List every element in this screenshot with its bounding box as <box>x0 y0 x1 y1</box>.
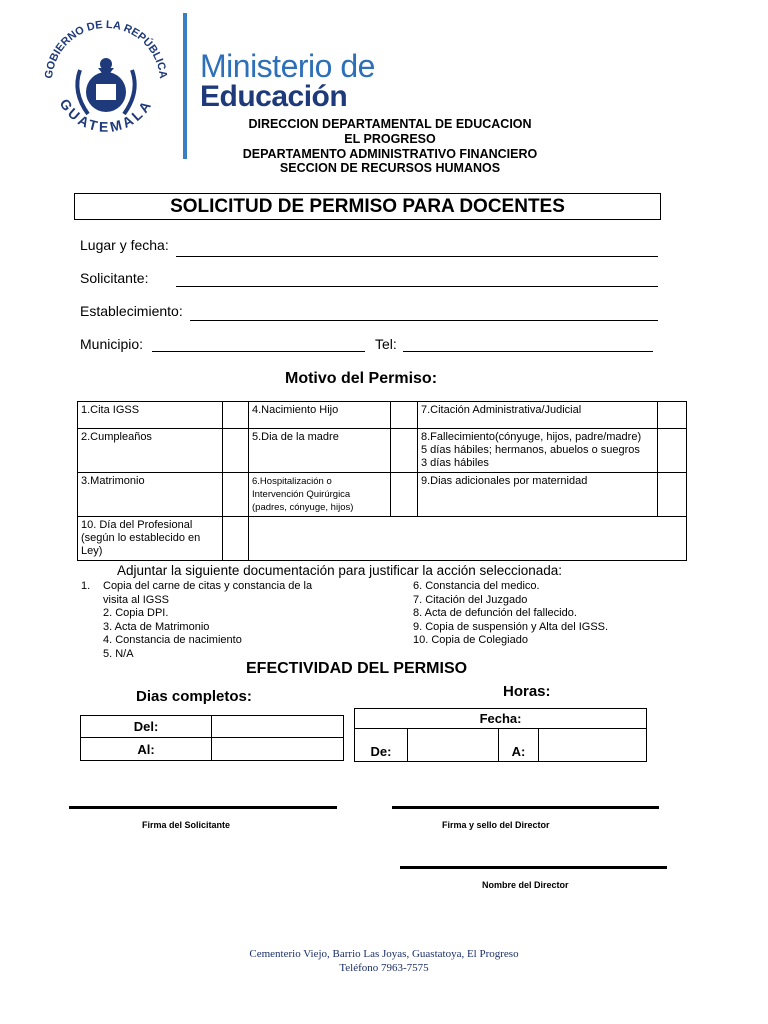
checkbox-3[interactable] <box>223 473 249 517</box>
firma-director-line[interactable] <box>392 806 659 809</box>
horas-label: Horas: <box>503 683 551 700</box>
del-input[interactable] <box>212 716 344 738</box>
a-label: A: <box>499 729 539 762</box>
efectividad-heading: EFECTIVIDAD DEL PERMISO <box>246 660 468 677</box>
docs-intro: Adjuntar la siguiente documentación para justificar la acción seleccionada: <box>117 563 563 578</box>
motivo-6-line1: 6.Hospitalización o <box>252 476 332 487</box>
seal-bottom-text: GUATEMALA <box>56 95 156 135</box>
motivo-6 <box>249 473 391 517</box>
checkbox-1[interactable] <box>223 402 249 429</box>
footer-address: Cementerio Viejo, Barrio Las Joyas, Guastatoya, El Progreso <box>249 948 519 960</box>
motivo-6-line2: Intervención Quirúrgica <box>252 489 351 500</box>
doc-1-number: 1. <box>81 580 91 592</box>
table-row <box>78 517 687 561</box>
footer-phone: Teléfono 7963-7575 <box>339 962 429 974</box>
firma-director-label: Firma y sello del Director <box>442 820 550 830</box>
ministry-line1: Ministerio de <box>200 48 375 84</box>
doc-9: 9. Copia de suspensión y Alta del IGSS. <box>413 621 609 633</box>
coat-of-arms-icon <box>77 58 134 114</box>
al-label: Al: <box>81 738 212 761</box>
doc-8: 8. Acta de defunción del fallecido. <box>413 607 577 619</box>
form-title: SOLICITUD DE PERMISO PARA DOCENTES <box>74 193 661 220</box>
motivo-8 <box>418 429 658 473</box>
doc-10: 10. Copia de Colegiado <box>413 634 528 646</box>
horas-table <box>354 708 647 762</box>
dias-completos-label: Dias completos: <box>136 688 252 705</box>
header-line-3: DEPARTAMENTO ADMINISTRATIVO FINANCIERO <box>242 147 538 161</box>
a-input[interactable] <box>539 729 647 762</box>
de-label: De: <box>355 729 408 762</box>
header-line-1: DIRECCION DEPARTAMENTAL DE EDUCACION <box>248 117 532 131</box>
motivo-4: 4.Nacimiento Hijo <box>249 402 391 429</box>
checkbox-8[interactable] <box>658 429 687 473</box>
motivo-10 <box>78 517 223 561</box>
del-label: Del: <box>81 716 212 738</box>
motivo-1: 1.Cita IGSS <box>78 402 223 429</box>
motivo-2: 2.Cumpleaños <box>78 429 223 473</box>
table-row <box>355 709 647 729</box>
firma-solicitante-line[interactable] <box>69 806 337 809</box>
doc-1-line2: visita al IGSS <box>103 594 170 606</box>
seal-top-text: GOBIERNO DE LA REPÚBLICA <box>43 18 169 80</box>
al-input[interactable] <box>212 738 344 761</box>
de-input[interactable] <box>408 729 499 762</box>
ministry-line2: Educación <box>200 80 348 113</box>
tel-label: Tel: <box>375 336 397 352</box>
header-line-4: SECCION DE RECURSOS HUMANOS <box>279 161 501 175</box>
establecimiento-line[interactable] <box>190 320 658 321</box>
solicitante-line[interactable] <box>176 286 658 287</box>
guatemala-seal <box>36 12 176 152</box>
header-line-2: EL PROGRESO <box>344 132 436 146</box>
checkbox-9[interactable] <box>658 473 687 517</box>
empty-cell <box>249 517 687 561</box>
doc-4: 4. Constancia de nacimiento <box>103 634 242 646</box>
motivo-5: 5.Dia de la madre <box>249 429 391 473</box>
lugar-line[interactable] <box>176 256 658 257</box>
motivo-8-line2: 5 días hábiles; hermanos, abuelos o suegros <box>421 444 640 456</box>
motivo-10-line1: 10. Día del Profesional <box>81 519 193 531</box>
table-row <box>355 729 647 762</box>
motivo-9: 9.Dias adicionales por maternidad <box>418 473 658 517</box>
checkbox-2[interactable] <box>223 429 249 473</box>
checkbox-5[interactable] <box>391 429 418 473</box>
doc-5: 5. N/A <box>103 648 134 660</box>
motivo-8-line1: 8.Fallecimiento(cónyuge, hijos, padre/madre) <box>421 431 642 443</box>
dias-table <box>80 715 344 761</box>
motivo-heading: Motivo del Permiso: <box>285 370 438 387</box>
doc-1-line1: Copia del carne de citas y constancia de la <box>103 580 313 592</box>
firma-solicitante-label: Firma del Solicitante <box>142 820 231 830</box>
nombre-director-line[interactable] <box>400 866 667 869</box>
doc-3: 3. Acta de Matrimonio <box>103 621 210 633</box>
motivo-6-line3: (padres, cónyuge, hijos) <box>252 502 354 513</box>
doc-2: 2. Copia DPI. <box>103 607 169 619</box>
motivo-7: 7.Citación Administrativa/Judicial <box>418 402 658 429</box>
fecha-label: Fecha: <box>355 709 647 729</box>
doc-6: 6. Constancia del medico. <box>413 580 540 592</box>
motivo-3: 3.Matrimonio <box>78 473 223 517</box>
checkbox-6[interactable] <box>391 473 418 517</box>
nombre-director-label: Nombre del Director <box>482 880 569 890</box>
checkbox-7[interactable] <box>658 402 687 429</box>
motivo-10-line3: Ley) <box>81 545 103 557</box>
municipio-label: Municipio: <box>80 336 144 352</box>
checkbox-10[interactable] <box>223 517 249 561</box>
table-row <box>78 429 687 473</box>
header-divider <box>183 13 187 159</box>
motivo-10-line2: (según lo establecido en <box>81 532 201 544</box>
municipio-line[interactable] <box>152 351 365 352</box>
table-row <box>81 738 344 761</box>
solicitante-label: Solicitante: <box>80 270 149 286</box>
doc-7: 7. Citación del Juzgado <box>413 594 528 606</box>
table-row <box>78 473 687 517</box>
checkbox-4[interactable] <box>391 402 418 429</box>
table-row <box>81 716 344 738</box>
lugar-label: Lugar y fecha: <box>80 237 169 253</box>
motivo-table <box>77 401 687 561</box>
establecimiento-label: Establecimiento: <box>80 303 183 319</box>
table-row <box>78 402 687 429</box>
tel-line[interactable] <box>403 351 653 352</box>
motivo-8-line3: 3 días hábiles <box>421 457 489 469</box>
